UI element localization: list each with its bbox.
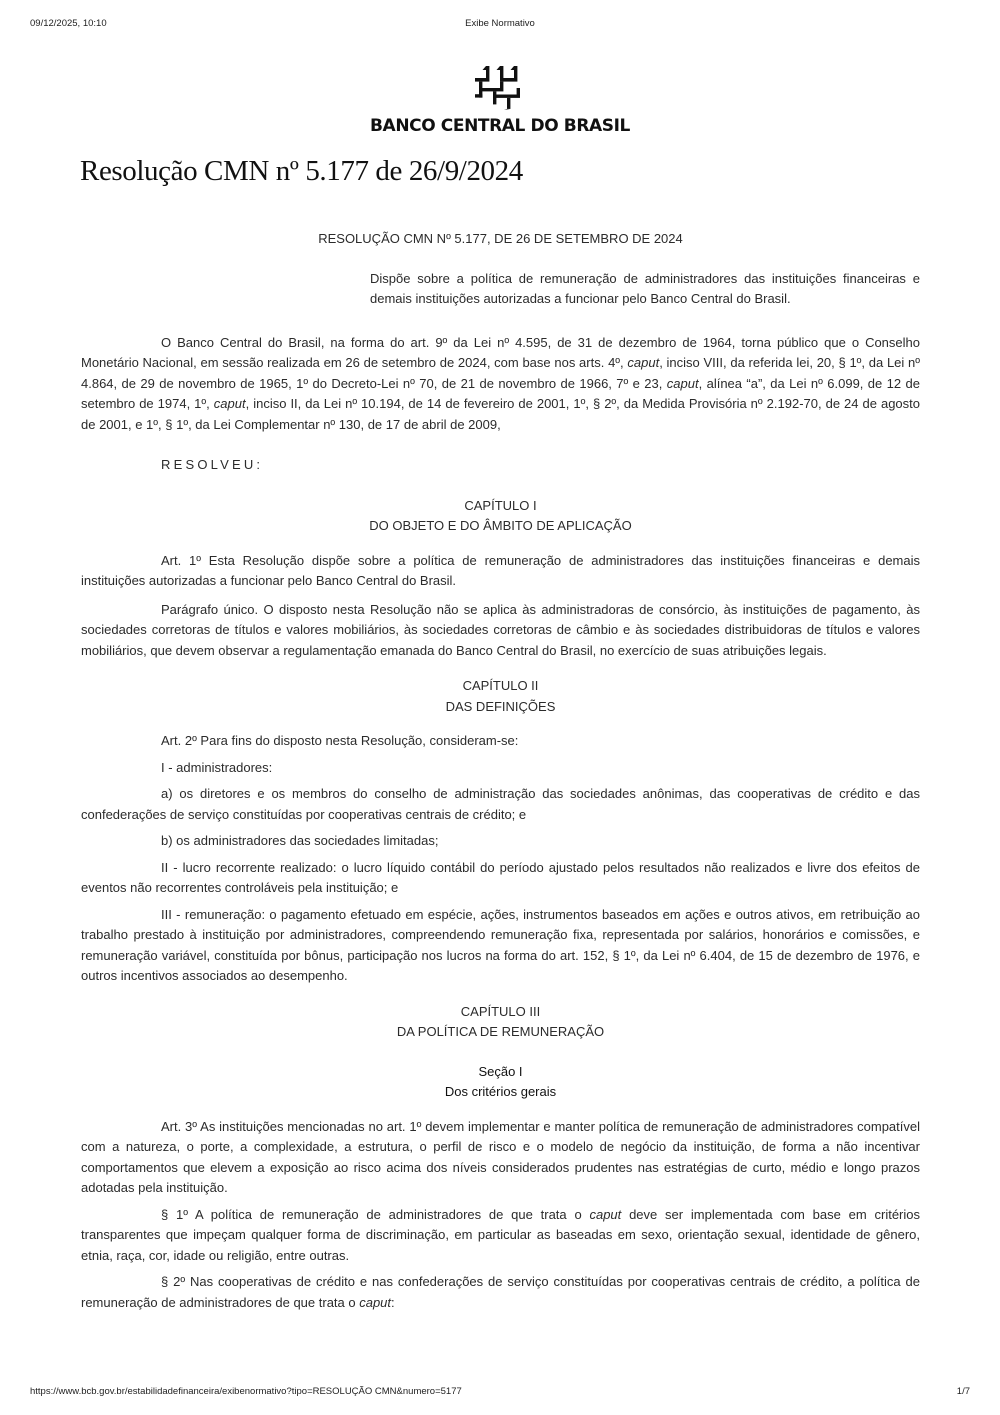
resolveu: RESOLVEU: [161, 457, 264, 472]
art-3-paragraph-2 [81, 1272, 920, 1313]
preamble-caput-1: caput [627, 355, 660, 370]
art-3-p1-caput: caput [589, 1206, 622, 1222]
preamble [81, 333, 920, 436]
preamble-text-4: , inciso II, da Lei nº 10.194, de 14 de fevereiro de 2001, 1º, § 2º, da Medida Provisória nº 2.192-70, de 24 de agosto de 2001, e 1º, § 1º, da Lei Complementar nº 130, de 17 de abril de 2009, [81, 396, 921, 432]
resolution-heading: RESOLUÇÃO CMN Nº 5.177, DE 26 DE SETEMBRO DE 2024 [318, 231, 683, 246]
art-2: Art. 2º Para fins do disposto nesta Resolução, consideram-se: [161, 733, 519, 748]
preamble-caput-3: caput [213, 396, 246, 411]
preamble-text-3: , alínea “a”, da Lei nº 6.099, de 12 de setembro de 1974, 1º, [81, 375, 920, 411]
art-1: Art. 1º Esta Resolução dispõe sobre a política de remuneração de administradores das instituições financeiras e demais instituições autorizadas a funcionar pelo Banco Central do Brasil. [81, 552, 920, 588]
art-3-p2-text-1: § 2º Nas cooperativas de crédito e nas confederações de serviço constituídas por cooperativas centrais de crédito, a política de remuneração de administradores de que trata o [81, 1274, 920, 1310]
chapter-1-title: DO OBJETO E DO ÂMBITO DE APLICAÇÃO [369, 518, 632, 533]
page-title: Resolução CMN nº 5.177 de 26/9/2024 [80, 155, 523, 187]
art-3-p1-text-1: § 1º A política de remuneração de administradores de que trata o [161, 1206, 590, 1222]
chapter-2-label: CAPÍTULO II [462, 678, 539, 693]
art-2-inciso-1-a: a) os diretores e os membros do conselho de administração das sociedades anônimas, das cooperativas de crédito e das confederações de serviço constituídas por cooperativas centrais de crédito; e [81, 786, 920, 822]
chapter-2-title: DAS DEFINIÇÕES [445, 698, 556, 714]
bank-logo [0, 66, 1000, 136]
art-3-p2-caput: caput [359, 1294, 392, 1310]
art-1-paragrafo-unico: Parágrafo único. O disposto nesta Resolução não se aplica às administradoras de consórcio, às instituições de pagamento, às sociedades corretoras de títulos e valores mobiliários, às sociedades corretoras de câmbio e às sociedades distribuidoras de títulos e valores mobiliários, que devem observar a regulamentação emanada do Banco Central do Brasil, no exercício de suas atribuições legais. [81, 601, 920, 658]
art-2-inciso-3: III - remuneração: o pagamento efetuado em espécie, ações, instrumentos baseados em ações e outros ativos, em retribuição ao trabalho prestado à instituição por administradores, compreendendo remuneração fixa, representada por salários, honorários e comissões, e remuneração variável, constituída por bônus, participação nos lucros na forma do art. 152, § 1º, da Lei nº 6.404, de 15 de dezembro de 1976, e outros incentivos associados ao desempenho. [81, 906, 920, 983]
art-2-inciso-1-b: b) os administradores das sociedades limitadas; [161, 833, 439, 848]
print-footer [30, 1386, 970, 1400]
section-1-title: Dos critérios gerais [444, 1084, 557, 1099]
section-1-label: Seção I [478, 1063, 523, 1079]
art-3-p2-text-2: : [391, 1294, 395, 1310]
ementa: Dispõe sobre a política de remuneração de administradores das instituições financeiras e demais instituições autorizadas a funcionar pelo Banco Central do Brasil. [370, 270, 920, 306]
page-url: https://www.bcb.gov.br/estabilidadefinanceira/exibenormativo?tipo=RESOLUÇÃO CMN&numero=5177 [30, 1386, 462, 1397]
print-header [30, 18, 970, 32]
document-body [81, 229, 920, 1313]
chapter-3-label: CAPÍTULO III [460, 1003, 541, 1019]
art-2-inciso-2: II - lucro recorrente realizado: o lucro líquido contábil do período ajustado pelos resultados não realizados e livre dos efeitos de eventos não recorrentes controláveis pela instituição; e [81, 859, 920, 895]
bcb-logo-icon [475, 66, 525, 110]
page-count: 1/7 [956, 1386, 970, 1397]
art-3-p1-text-2: deve ser implementada com base em critérios transparentes que impeçam qualquer forma de discriminação, em particular as baseadas em sexo, orientação sexual, identidade de gênero, etnia, raça, cor, idade ou religião, entre outras. [81, 1206, 920, 1263]
art-3: Art. 3º As instituições mencionadas no art. 1º devem implementar e manter política de remuneração de administradores compatível com a natureza, o porte, a complexidade, a estrutura, o perfil de risco e o modelo de negócio da instituição, de forma a não incentivar comportamentos que elevem a exposição ao risco acima dos níveis considerados prudentes nas estratégias de curto, médio e longo prazos adotadas pela instituição. [81, 1118, 920, 1195]
print-datetime: 09/12/2025, 10:10 [30, 18, 107, 29]
preamble-text-1: O Banco Central do Brasil, na forma do art. 9º da Lei nº 4.595, de 31 de dezembro de 1964, torna público que o Conselho Monetário Nacional, em sessão realizada em 26 de setembro de 2024, com base nos arts. 4º, [81, 334, 920, 370]
bank-name: BANCO CENTRAL DO BRASIL [370, 116, 630, 136]
chapter-1-label: CAPÍTULO I [464, 497, 537, 513]
chapter-3-title: DA POLÍTICA DE REMUNERAÇÃO [396, 1024, 605, 1039]
art-2-inciso-1: I - administradores: [161, 759, 273, 775]
art-3-paragraph-1 [81, 1205, 920, 1267]
print-page-title: Exibe Normativo [465, 18, 535, 29]
preamble-text-2: , inciso VIII, da referida lei, 20, § 1º, da Lei nº 4.864, de 29 de novembro de 1965, 1º do Decreto-Lei nº 70, de 21 de novembro de 1966, 7º e 23, [81, 355, 921, 391]
preamble-caput-2: caput [666, 375, 699, 391]
